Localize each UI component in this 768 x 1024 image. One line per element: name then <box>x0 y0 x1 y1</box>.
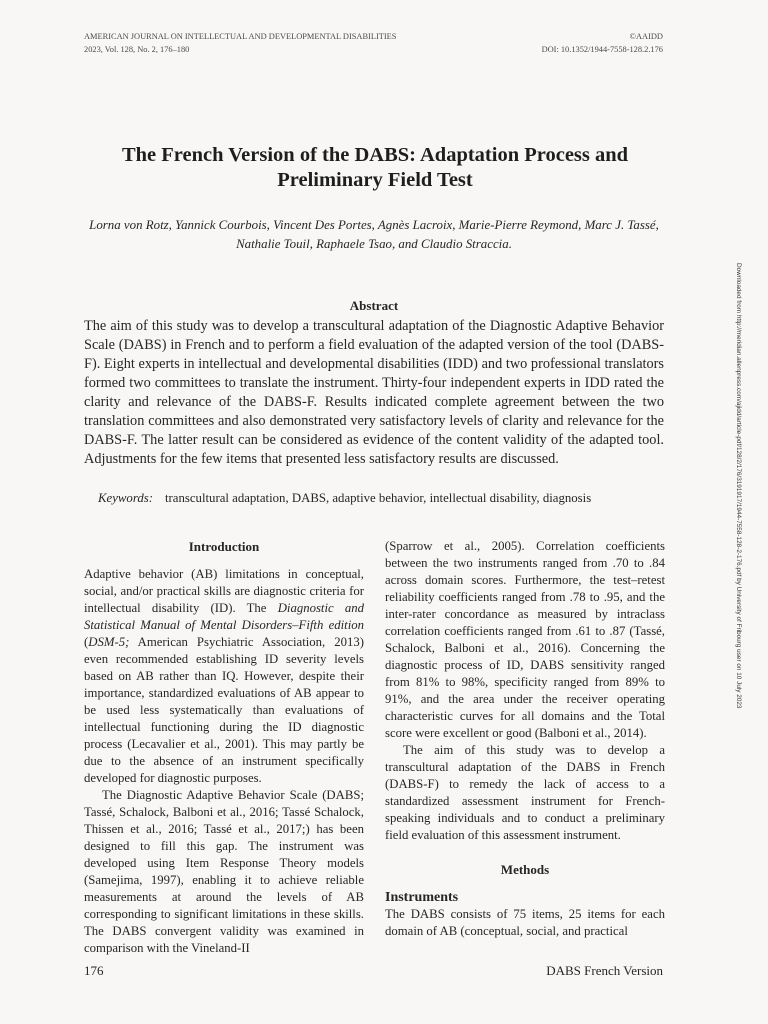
instruments-subheading: Instruments <box>385 890 459 905</box>
introduction-heading: Introduction <box>188 539 260 554</box>
keywords <box>98 489 678 507</box>
abstract-text: The aim of this study was to develop a transcultural adaptation of the Diagnostic Adaptive Behavior Scale (DABS) in French and to perform a field evaluation of the adapted version of the tool (DABS-F). Eight experts in intellectual and developmental disabilities (IDD) and two professional translators formed two committees to translate the instrument. Thirty-four independent experts in IDD rated the clarity and relevance of the DABS-F. Results indicated complete agreement between the two translation committees and also demonstrated very satisfactory levels of clarity and relevance for the DABS-F. The latter result can be considered as evidence of the content validity of the adapted tool. Adjustments for the few items that presented less satisfactory results are discussed. <box>84 318 664 467</box>
doi: DOI: 10.1352/1944-7558-128.2.176 <box>541 45 663 54</box>
abstract-heading: Abstract <box>349 298 399 313</box>
page-number: 176 <box>84 963 104 978</box>
journal-name: AMERICAN JOURNAL ON INTELLECTUAL AND DEVELOPMENTAL DISABILITIES <box>84 32 397 41</box>
methods-heading: Methods <box>500 862 550 877</box>
intro-paragraph-4: The aim of this study was to develop a transcultural adaptation of the DABS in French (DABS-F) to remedy the lack of access to a standardized assessment instrument for French-speaking individuals and to conduct a preliminary field evaluation of this assessment instrument. <box>385 743 665 842</box>
journal-citation: 2023, Vol. 128, No. 2, 176–180 <box>84 45 190 54</box>
journal-header <box>84 30 396 56</box>
article-title: The French Version of the DABS: Adaptation Process and Preliminary Field Test <box>121 144 629 191</box>
copyright: ©AAIDD <box>629 32 663 41</box>
author-list: Lorna von Rotz, Yannick Courbois, Vincent Des Portes, Agnès Lacroix, Marie-Pierre Reymond, Marc J. Tassé, Nathalie Touil, Raphaele Tsao, and Claudio Straccia. <box>89 218 659 251</box>
keywords-label: Keywords: <box>98 491 153 505</box>
methods-paragraph-1: The DABS consists of 75 items, 25 items for each domain of AB (conceptual, social, and practical <box>385 907 665 938</box>
journal-header-right <box>542 30 663 56</box>
intro-paragraph-2: The Diagnostic Adaptive Behavior Scale (DABS; Tassé, Schalock, Balboni et al., 2016; Tassé Schalock, Thissen et al., 2016; Tassé et al., 2017;) has been designed to fill this gap. The instrument was developed using Item Response Theory models (Samejima, 1997), enabling it to achieve reliable measurements at around the levels of AB corresponding to significant limitations in these skills. The DABS convergent validity was examined in comparison with the Vineland-II <box>84 788 364 955</box>
keywords-text: transcultural adaptation, DABS, adaptive behavior, intellectual disability, diagnosis <box>164 491 592 505</box>
left-column <box>84 538 364 957</box>
download-watermark: Downloaded from http://meridian.allenpress.com/ajidd/article-pdf/128/2/176/3191917/1944-7558-128-2-176.pdf by University of Fribourg user on 10 July 2023 <box>735 263 742 709</box>
right-column <box>385 538 665 940</box>
intro-paragraph-3: (Sparrow et al., 2005). Correlation coefficients between the two instruments ranged from .70 to .84 across domain scores. Furthermore, the test–retest reliability coefficients ranged from .78 to .95, and the inter-rater concordance as measured by intraclass correlation coefficients ranged from .61 to .87 (Tassé, Schalock, Balboni et al., 2016). Concerning the diagnostic process of ID, DABS sensitivity ranged from 81% to 98%, specificity ranged from 89% to 91%, and the area under the receiver operating characteristic curves for all domains and the Total score were excellent or good (Balboni et al., 2014). <box>385 539 665 740</box>
running-title: DABS French Version <box>546 963 663 978</box>
intro-paragraph-1: Adaptive behavior (AB) limitations in conceptual, social, and/or practical skills are diagnostic criteria for intellectual disability (ID). The Diagnostic and Statistical Manual of Mental Disorders–Fifth edition (DSM-5; American Psychiatric Association, 2013) even recommended establishing ID severity levels based on AB rather than IQ. However, despite their importance, standardized evaluations of AB appear to be used less systematically than evaluations of intellectual functioning during the ID diagnostic process (Lecavalier et al., 2001). This may partly be due to the absence of an instrument specifically developed for diagnostic purposes. <box>84 567 364 785</box>
